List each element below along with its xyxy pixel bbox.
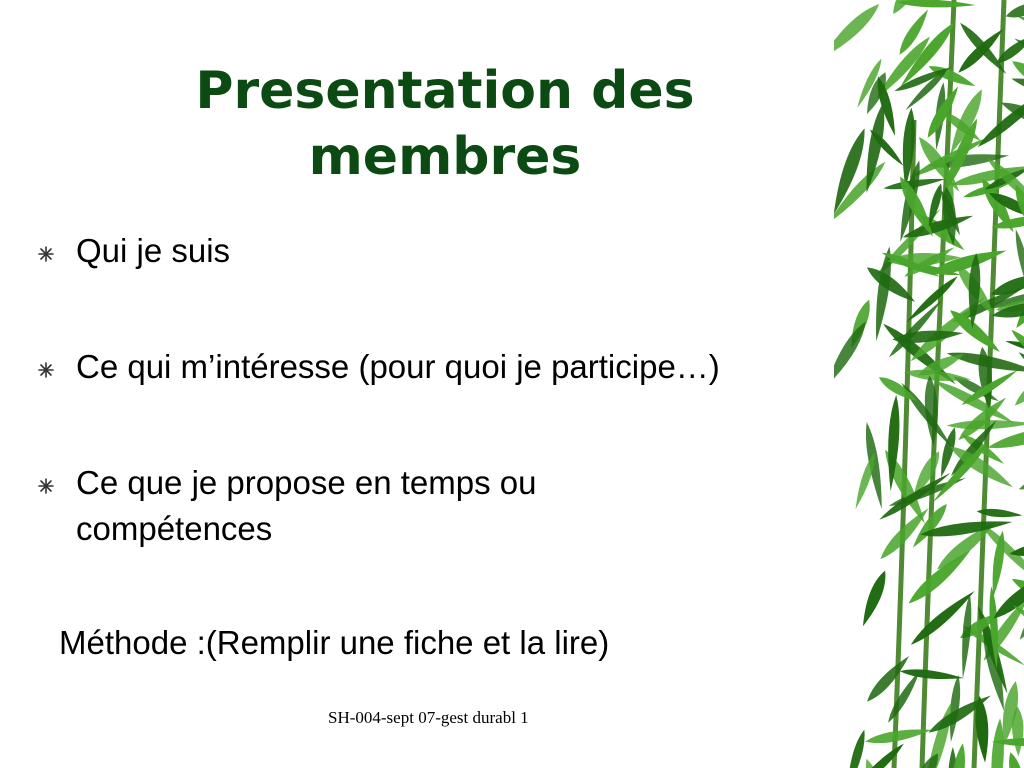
slide-title: [40, 58, 850, 190]
bamboo-leaf: [946, 419, 1024, 430]
title-line-2: membres: [308, 127, 582, 187]
bamboo-leaf: [1009, 56, 1024, 99]
slide-footer: SH-004-sept 07-gest durabl 1: [328, 708, 529, 727]
bamboo-leaf: [1012, 368, 1024, 409]
bamboo-leaf: [862, 421, 886, 510]
asterisk-bullet-icon: [38, 478, 54, 494]
bamboo-leaf: [899, 667, 964, 682]
bullet-text-line-2: compétences: [76, 510, 273, 547]
bullet-item: [38, 344, 868, 390]
bamboo-leaf: [858, 568, 891, 628]
bamboo-leaf: [834, 0, 884, 64]
bamboo-leaf: [1016, 451, 1024, 495]
bamboo-leaf: [1016, 348, 1024, 415]
asterisk-bullet-icon: [38, 362, 54, 378]
bullet-item: [38, 460, 868, 552]
method-text: Méthode :(Remplir une fiche et la lire): [59, 624, 610, 661]
bullet-item: [38, 228, 868, 274]
bamboo-leaf: [834, 318, 871, 390]
bamboo-leaf: [843, 728, 868, 768]
title-line-1: Presentation des: [195, 61, 695, 121]
bullet-text: Qui je suis: [76, 232, 231, 269]
bamboo-leaf: [1005, 751, 1024, 768]
bullet-text: Ce qui m’intéresse (pour quoi je participe…): [76, 348, 720, 385]
bamboo-leaf: [896, 0, 975, 9]
bamboo-leaves-image: [834, 0, 1024, 768]
bullet-list: [38, 228, 868, 552]
bullet-text-line-1: Ce que je propose en temps ou: [76, 464, 537, 501]
asterisk-bullet-icon: [38, 246, 54, 262]
bamboo-leaf: [1016, 13, 1024, 42]
